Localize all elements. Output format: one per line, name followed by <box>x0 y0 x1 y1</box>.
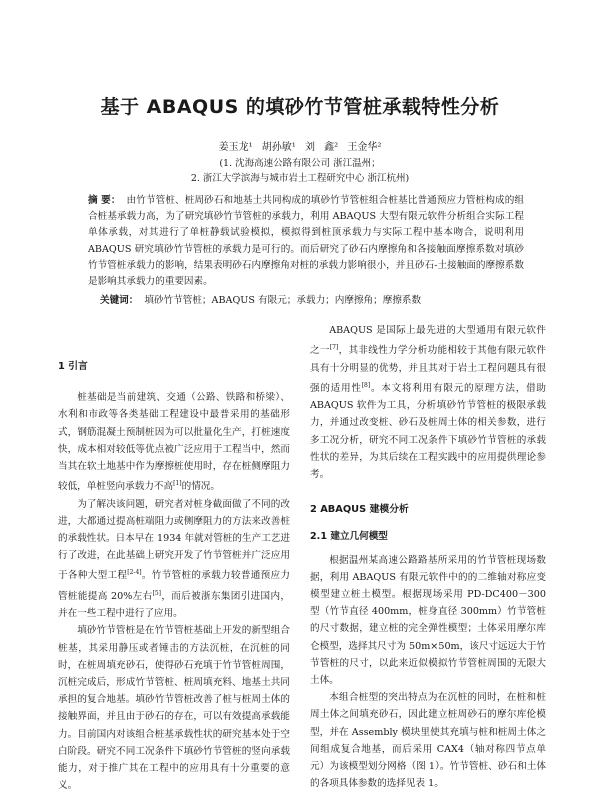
model-paragraph-1: 根据温州某高速公路路基所采用的竹节管桩现场数据，利用 ABAQUS 有限元软件中的的二维轴对称应变模型建立桩土模型。根据现场采用 PD-DC400－300 型（竹节直径 400mm，桩身直径 300mm）竹节管桩的尺寸数据，建立桩的完全弹性模型；土体采用摩尔库仑模型，选择其尺寸为 50m×50m，该尺寸远远大于竹节管桩的尺寸，以此来近似模拟竹节管桩周围的无限大土体。 <box>310 554 546 687</box>
intro-paragraph-2 <box>58 496 290 623</box>
citation: [1] <box>173 480 182 488</box>
citation: [2-4] <box>127 569 142 577</box>
citation: [5] <box>152 589 161 597</box>
right-column <box>310 322 546 792</box>
abstract-text: 由竹节管桩、桩周砂石和地基土共同构成的填砂竹节管桩组合桩基比普通预应力管桩构成的组合桩基承载力高，为了研究填砂竹节管桩的承载力，利用 ABAQUS 大型有限元软件分析组合实际工程单体承载，对其进行了单桩静载试验模拟，模拟得到桩顶承载力与实际工程中基本吻合，说明利用 ABAQUS 研究填砂竹节管桩的承载力是可行的。而后研究了砂石内摩擦角和各接触面摩擦系数对填砂竹节管桩承载力的影响，结果表明砂石内摩擦角对桩的承载力影响很小，并且砂石-土接触面的摩擦系数是影响其承载力的重要因素。 <box>88 195 525 288</box>
citation: [7] <box>329 344 339 352</box>
model-paragraph-2: 本组合桩型的突出特点为在沉桩的同时，在桩和桩周土体之间填充砂石，因此建立桩周砂石的摩尔库伦模型，并在 Assembly 模块里使其充填与桩和桩周土体之间组成复合地基，而后采用 CAX4（轴对称四节点单元）为该模型划分网格（图 1）。竹节管桩、砂石和土体的各项具体参数的选择见表 1。 <box>310 692 546 790</box>
section-1-heading: 1 引言 <box>58 361 88 372</box>
body-text: ABAQUS 是国际上最先进的大型通用有限元软件之一 <box>310 325 546 357</box>
affiliation-1: (1. 沈海高速公路有限公司 浙江温州； <box>219 158 381 169</box>
body-text: 。竹节管桩的承载力较普通预应力管桩能提高 20%左右 <box>58 570 291 602</box>
body-text: ，而后被浙东集团引进国内，并在一些工程中进行了应用。 <box>58 591 291 620</box>
body-text: 为了解决该问题，研究者对桩身截面做了不同的改进，大都通过提高桩端阻力或侧摩阻力的方法来改善桩的承载性状。日本早在 1934 年就对管桩的生产工艺进行了改进，在此基础上研究开发了竹节管桩并广泛应用于各种大型工程 <box>58 498 290 582</box>
abstract-label: 摘 要： <box>88 195 121 206</box>
intro-paragraph-3: 填砂竹节管桩是在竹节管桩基础上开发的新型组合桩基，其采用静压或者锤击的方法沉桩，在沉桩的同时，在桩周填充砂石，使得砂石充填于竹节管桩周围，沉桩完成后，形成竹节管桩、桩周填充料、地基土共同承担的复合地基。填砂竹节管桩改善了桩与桩周土体的接触界面，并且由于砂石的存在，可以有效提高承载能力。目前国内对该组合桩基承载性状的研究基本处于空白阶段。研究不同工况条件下填砂竹节管桩的竖向承载能力，对于推广其在工程中的应用具有十分重要的意义。 <box>58 625 290 792</box>
body-text: 的情况。 <box>181 481 220 493</box>
section-2-heading: 2 ABAQUS 建模分析 <box>310 504 409 516</box>
paper-title: 基于 ABAQUS 的填砂竹节管桩承载特性分析 <box>100 96 500 118</box>
keywords-label: 关键词： <box>100 295 139 306</box>
body-text: 。本文将利用有限元的原理方法，借助 ABAQUS 软件为工具，分析填砂竹节管桩的极限承载力，并通过改变桩、砂石及桩周土体的相关参数，进行多工况分析，研究不同工况条件下填砂竹节管桩的承载性状的差异，为其后续在工程实践中的应用提供理论参考。 <box>310 382 547 480</box>
author-line: 姜玉龙¹ 胡孙敏¹ 刘 鑫² 王金华² <box>218 142 382 153</box>
section-2-1-heading: 2.1 建立几何模型 <box>310 531 388 543</box>
citation: [8] <box>361 381 371 389</box>
body-text: ，其非线性力学分析功能相较于其他有限元软件具有十分明显的优势，并且其对于岩土工程问题具有很强的适用性 <box>310 345 547 394</box>
left-column <box>58 320 290 794</box>
keywords <box>100 293 524 309</box>
body-text: 桩基础是当前建筑、交通（公路、铁路和桥梁）、水利和市政等各类基础工程建设中最普采用的基础形式，钢筋混凝土预制桩因为可以批量化生产，打桩速度快，成本相对较低等优点被广泛应用于工程当中，然而当其在软土地基中作为摩擦桩使用时，存在桩侧摩阻力较低，单桩竖向承载力不高 <box>58 392 290 493</box>
intro-paragraph-1 <box>58 389 290 495</box>
abstract <box>88 193 524 290</box>
affiliation-2: 2. 浙江大学滨海与城市岩土工程研究中心 浙江杭州) <box>190 173 410 184</box>
abaqus-paragraph <box>310 322 546 483</box>
keywords-text: 填砂竹节管桩；ABAQUS 有限元；承载力；内摩擦角；摩擦系数 <box>144 295 422 306</box>
